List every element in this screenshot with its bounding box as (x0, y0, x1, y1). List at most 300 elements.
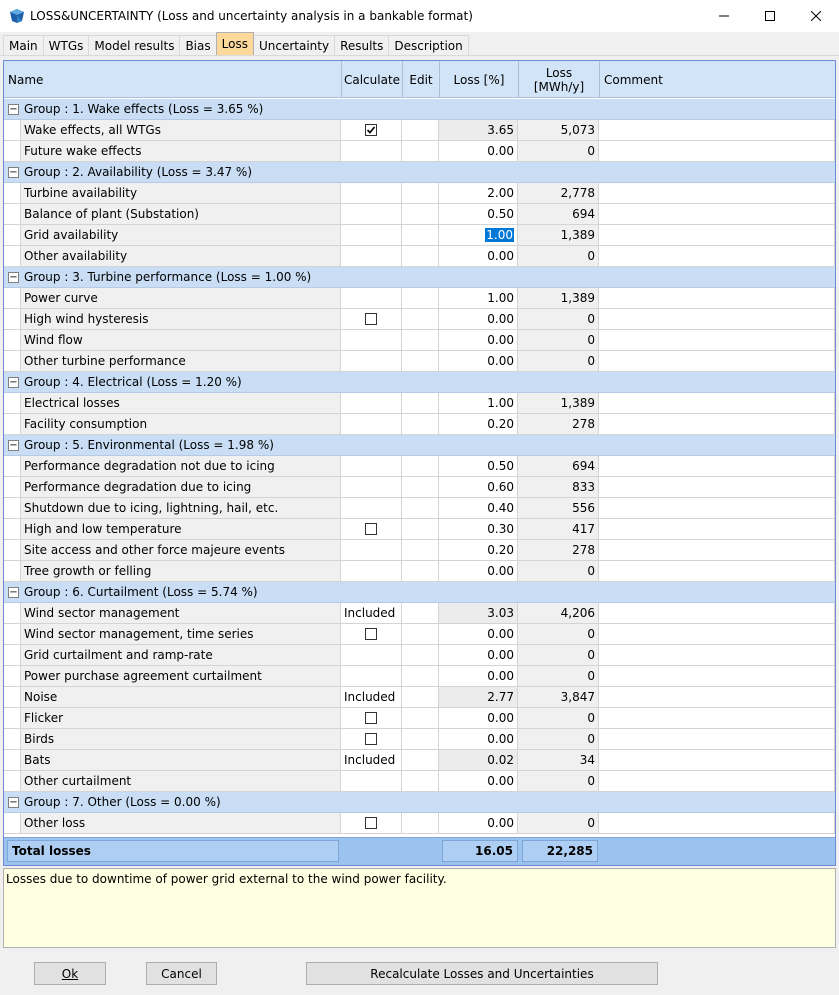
row-loss-mwh: 0 (518, 645, 599, 665)
row-loss-pct[interactable] (439, 456, 518, 476)
row-name: Wind sector management (21, 603, 341, 623)
row-loss-pct[interactable] (439, 603, 518, 623)
row-indent (4, 540, 21, 560)
row-edit[interactable] (402, 519, 439, 539)
row-loss-pct[interactable] (439, 351, 518, 371)
row-loss-mwh: 694 (518, 204, 599, 224)
table-row[interactable] (4, 645, 835, 666)
group-label: Group : 6. Curtailment (Loss = 5.74 %) (24, 585, 258, 599)
row-comment[interactable] (599, 750, 835, 770)
row-calculate[interactable] (341, 288, 402, 308)
collapse-icon[interactable]: − (9, 586, 18, 598)
row-comment[interactable] (599, 183, 835, 203)
row-loss-pct[interactable] (439, 519, 518, 539)
row-name: High and low temperature (21, 519, 341, 539)
close-button[interactable] (793, 0, 839, 32)
row-loss-pct[interactable] (439, 750, 518, 770)
table-row[interactable] (4, 393, 835, 414)
row-loss-mwh: 1,389 (518, 393, 599, 413)
checkbox-checked-icon[interactable] (365, 124, 377, 136)
row-edit[interactable] (402, 771, 439, 791)
tab-wtgs[interactable]: WTGs (43, 35, 90, 55)
table-row[interactable] (4, 309, 835, 330)
minimize-icon (719, 11, 729, 21)
row-loss-pct-value: 0.00 (487, 774, 514, 788)
row-indent (4, 687, 21, 707)
tab-uncertainty[interactable]: Uncertainty (253, 35, 335, 55)
row-edit[interactable] (402, 708, 439, 728)
row-loss-mwh: 0 (518, 708, 599, 728)
row-calculate[interactable] (341, 330, 402, 350)
row-calculate[interactable] (341, 120, 402, 140)
recalculate-button[interactable]: Recalculate Losses and Uncertainties (306, 962, 658, 985)
row-name: Tree growth or felling (21, 561, 341, 581)
row-edit[interactable] (402, 393, 439, 413)
row-indent (4, 120, 21, 140)
row-indent (4, 288, 21, 308)
row-edit[interactable] (402, 603, 439, 623)
checkbox-icon[interactable] (365, 523, 377, 535)
row-indent (4, 750, 21, 770)
row-indent (4, 624, 21, 644)
row-comment[interactable] (599, 477, 835, 497)
row-calculate[interactable] (341, 729, 402, 749)
collapse-icon[interactable]: − (9, 439, 18, 451)
row-loss-mwh: 1,389 (518, 288, 599, 308)
total-loss-mwh: 22,285 (522, 840, 598, 862)
row-loss-pct-value: 0.30 (487, 522, 514, 536)
table-row[interactable] (4, 414, 835, 435)
row-comment[interactable] (599, 141, 835, 161)
row-comment[interactable] (599, 120, 835, 140)
checkbox-icon[interactable] (365, 628, 377, 640)
row-loss-mwh: 0 (518, 813, 599, 833)
row-calculate[interactable] (341, 603, 402, 623)
table-row[interactable] (4, 729, 835, 750)
row-name: Wind sector management, time series (21, 624, 341, 644)
row-loss-mwh: 1,389 (518, 225, 599, 245)
row-loss-pct[interactable] (439, 120, 518, 140)
row-loss-pct[interactable] (439, 477, 518, 497)
group-label: Group : 1. Wake effects (Loss = 3.65 %) (24, 102, 264, 116)
table-row[interactable] (4, 750, 835, 771)
table-row[interactable] (4, 540, 835, 561)
group-label: Group : 4. Electrical (Loss = 1.20 %) (24, 375, 242, 389)
row-indent (4, 393, 21, 413)
loss-grid (3, 60, 836, 866)
maximize-button[interactable] (747, 0, 793, 32)
row-comment[interactable] (599, 624, 835, 644)
collapse-icon[interactable]: − (9, 376, 18, 388)
row-indent (4, 414, 21, 434)
row-loss-mwh: 0 (518, 351, 599, 371)
row-comment[interactable] (599, 519, 835, 539)
row-loss-pct-value: 0.00 (487, 711, 514, 725)
table-row[interactable] (4, 519, 835, 540)
row-indent (4, 813, 21, 833)
row-name: Turbine availability (21, 183, 341, 203)
total-loss-pct: 16.05 (442, 840, 518, 862)
row-indent (4, 498, 21, 518)
row-edit[interactable] (402, 309, 439, 329)
row-comment[interactable] (599, 330, 835, 350)
row-edit[interactable] (402, 351, 439, 371)
row-edit[interactable] (402, 729, 439, 749)
row-name: Other turbine performance (21, 351, 341, 371)
row-loss-mwh: 3,847 (518, 687, 599, 707)
table-row[interactable] (4, 204, 835, 225)
row-calculate[interactable] (341, 204, 402, 224)
table-row[interactable] (4, 330, 835, 351)
row-edit[interactable] (402, 666, 439, 686)
row-calculate[interactable] (341, 393, 402, 413)
group-row[interactable] (4, 435, 835, 456)
row-loss-pct[interactable] (439, 540, 518, 560)
row-loss-pct[interactable] (439, 330, 518, 350)
row-edit[interactable] (402, 477, 439, 497)
group-row[interactable] (4, 582, 835, 603)
tab-main[interactable]: Main (3, 35, 44, 55)
row-edit[interactable] (402, 624, 439, 644)
group-label: Group : 5. Environmental (Loss = 1.98 %) (24, 438, 274, 452)
row-edit[interactable] (402, 141, 439, 161)
row-loss-pct[interactable] (439, 414, 518, 434)
row-loss-pct[interactable] (439, 813, 518, 833)
row-indent (4, 645, 21, 665)
row-loss-mwh: 2,778 (518, 183, 599, 203)
row-indent (4, 351, 21, 371)
group-label: Group : 7. Other (Loss = 0.00 %) (24, 795, 221, 809)
row-loss-mwh: 0 (518, 141, 599, 161)
row-comment[interactable] (599, 540, 835, 560)
row-name: Other loss (21, 813, 341, 833)
row-loss-pct-value: 0.60 (487, 480, 514, 494)
row-edit[interactable] (402, 687, 439, 707)
table-row[interactable] (4, 561, 835, 582)
row-edit[interactable] (402, 645, 439, 665)
row-loss-pct-value: 0.00 (487, 333, 514, 347)
row-comment[interactable] (599, 288, 835, 308)
row-loss-pct-value: 0.00 (487, 354, 514, 368)
table-row[interactable] (4, 141, 835, 162)
checkbox-icon[interactable] (365, 313, 377, 325)
row-comment[interactable] (599, 246, 835, 266)
app-logo-icon (9, 8, 25, 24)
row-comment[interactable] (599, 456, 835, 476)
row-edit[interactable] (402, 561, 439, 581)
row-edit[interactable] (402, 498, 439, 518)
row-indent (4, 729, 21, 749)
row-loss-pct-value: 1.00 (487, 396, 514, 410)
row-indent (4, 519, 21, 539)
row-loss-mwh: 0 (518, 666, 599, 686)
row-indent (4, 708, 21, 728)
row-indent (4, 225, 21, 245)
row-name: Power curve (21, 288, 341, 308)
row-name: Other availability (21, 246, 341, 266)
table-row[interactable] (4, 624, 835, 645)
row-indent (4, 561, 21, 581)
table-row[interactable] (4, 351, 835, 372)
row-loss-pct-value: 3.03 (487, 606, 514, 620)
header-comment[interactable]: Comment (604, 72, 663, 87)
row-name: Noise (21, 687, 341, 707)
row-edit[interactable] (402, 813, 439, 833)
ok-button[interactable] (34, 962, 106, 985)
row-edit[interactable] (402, 330, 439, 350)
row-calculate[interactable] (341, 708, 402, 728)
row-name: Other curtailment (21, 771, 341, 791)
table-row[interactable] (4, 120, 835, 141)
row-loss-pct[interactable] (439, 708, 518, 728)
row-calculate[interactable] (341, 246, 402, 266)
group-row[interactable] (4, 267, 835, 288)
row-comment[interactable] (599, 351, 835, 371)
header-calculate[interactable]: Calculate (342, 61, 403, 98)
tab-results[interactable]: Results (334, 35, 389, 55)
row-loss-mwh: 5,073 (518, 120, 599, 140)
table-row[interactable] (4, 708, 835, 729)
row-name: Electrical losses (21, 393, 341, 413)
row-edit[interactable] (402, 456, 439, 476)
row-loss-pct[interactable] (439, 666, 518, 686)
header-loss-mwh[interactable] (519, 61, 600, 98)
table-row[interactable] (4, 246, 835, 267)
table-row[interactable] (4, 771, 835, 792)
row-name: Future wake effects (21, 141, 341, 161)
row-comment[interactable] (599, 771, 835, 791)
row-edit[interactable] (402, 288, 439, 308)
row-calculate[interactable] (341, 456, 402, 476)
row-comment[interactable] (599, 561, 835, 581)
table-row[interactable] (4, 183, 835, 204)
table-row[interactable] (4, 666, 835, 687)
row-loss-pct-value: 0.00 (487, 816, 514, 830)
header-edit[interactable]: Edit (403, 61, 440, 98)
row-edit[interactable] (402, 225, 439, 245)
row-loss-mwh: 278 (518, 540, 599, 560)
row-comment[interactable] (599, 645, 835, 665)
tab-loss[interactable]: Loss (216, 32, 254, 55)
row-calculate[interactable] (341, 624, 402, 644)
row-indent (4, 666, 21, 686)
row-calculate[interactable] (341, 561, 402, 581)
table-row[interactable] (4, 687, 835, 708)
row-name: Grid curtailment and ramp-rate (21, 645, 341, 665)
total-row (4, 837, 835, 865)
row-loss-pct[interactable] (439, 771, 518, 791)
table-row[interactable] (4, 456, 835, 477)
tab-description[interactable]: Description (388, 35, 468, 55)
row-comment[interactable] (599, 729, 835, 749)
row-loss-mwh: 0 (518, 309, 599, 329)
close-icon (811, 11, 821, 21)
row-loss-pct-value: 0.20 (487, 417, 514, 431)
row-loss-pct-value: 0.00 (487, 669, 514, 683)
total-label: Total losses (7, 840, 339, 862)
group-row[interactable] (4, 99, 835, 120)
row-name: High wind hysteresis (21, 309, 341, 329)
checkbox-icon[interactable] (365, 817, 377, 829)
row-indent (4, 246, 21, 266)
row-name: Grid availability (21, 225, 341, 245)
row-calculate-label: Included (344, 606, 396, 620)
row-loss-pct[interactable] (439, 204, 518, 224)
row-loss-mwh: 4,206 (518, 603, 599, 623)
row-indent (4, 330, 21, 350)
table-row[interactable] (4, 498, 835, 519)
row-name: Performance degradation not due to icing (21, 456, 341, 476)
cancel-button[interactable]: Cancel (146, 962, 217, 985)
row-loss-pct[interactable] (439, 645, 518, 665)
row-edit[interactable] (402, 246, 439, 266)
header-loss-pct[interactable]: Loss [%] (440, 61, 519, 98)
row-loss-pct-value: 2.77 (487, 690, 514, 704)
row-comment[interactable] (599, 603, 835, 623)
row-calculate[interactable] (341, 225, 402, 245)
row-comment[interactable] (599, 309, 835, 329)
row-calculate[interactable] (341, 141, 402, 161)
row-comment[interactable] (599, 414, 835, 434)
header-loss-mwh-line1: Loss (545, 65, 573, 80)
group-row[interactable] (4, 162, 835, 183)
row-calculate-label: Included (344, 690, 396, 704)
row-calculate[interactable] (341, 771, 402, 791)
row-calculate[interactable] (341, 645, 402, 665)
row-loss-pct-value: 0.00 (487, 732, 514, 746)
row-name: Facility consumption (21, 414, 341, 434)
row-loss-pct[interactable] (439, 246, 518, 266)
row-loss-pct-value: 0.00 (487, 249, 514, 263)
row-name: Shutdown due to icing, lightning, hail, etc. (21, 498, 341, 518)
row-indent (4, 456, 21, 476)
row-loss-pct-value: 0.20 (487, 543, 514, 557)
header-name[interactable]: Name (4, 61, 342, 98)
row-loss-pct[interactable] (439, 141, 518, 161)
group-row[interactable] (4, 372, 835, 393)
table-row[interactable] (4, 477, 835, 498)
row-comment[interactable] (599, 666, 835, 686)
row-edit[interactable] (402, 414, 439, 434)
row-calculate[interactable] (341, 414, 402, 434)
row-calculate[interactable] (341, 750, 402, 770)
row-edit[interactable] (402, 750, 439, 770)
table-row[interactable] (4, 288, 835, 309)
row-comment[interactable] (599, 225, 835, 245)
row-name: Flicker (21, 708, 341, 728)
row-indent (4, 141, 21, 161)
row-edit[interactable] (402, 183, 439, 203)
row-edit[interactable] (402, 120, 439, 140)
row-loss-pct-value: 2.00 (487, 186, 514, 200)
collapse-icon[interactable]: − (9, 271, 18, 283)
row-loss-pct-value: 0.00 (487, 312, 514, 326)
collapse-icon[interactable]: − (9, 166, 18, 178)
row-edit[interactable] (402, 540, 439, 560)
row-calculate[interactable] (341, 813, 402, 833)
row-name: Performance degradation due to icing (21, 477, 341, 497)
row-loss-pct[interactable] (439, 183, 518, 203)
row-indent (4, 771, 21, 791)
tab-bias[interactable]: Bias (179, 35, 216, 55)
row-calculate[interactable] (341, 498, 402, 518)
row-calculate[interactable] (341, 519, 402, 539)
row-calculate[interactable] (341, 666, 402, 686)
description-box: Losses due to downtime of power grid external to the wind power facility. (3, 868, 836, 948)
row-loss-mwh: 0 (518, 561, 599, 581)
row-comment[interactable] (599, 687, 835, 707)
row-loss-pct[interactable] (439, 729, 518, 749)
row-loss-pct-value: 0.50 (487, 459, 514, 473)
row-loss-pct-value: 0.02 (487, 753, 514, 767)
minimize-button[interactable] (701, 0, 747, 32)
row-loss-pct-value: 0.40 (487, 501, 514, 515)
row-comment[interactable] (599, 498, 835, 518)
row-loss-pct[interactable] (439, 225, 518, 245)
maximize-icon (765, 11, 775, 21)
row-loss-pct[interactable] (439, 288, 518, 308)
checkbox-icon[interactable] (365, 712, 377, 724)
row-loss-pct[interactable] (439, 687, 518, 707)
row-edit[interactable] (402, 204, 439, 224)
tab-strip (0, 32, 839, 56)
row-loss-pct-value: 0.00 (487, 144, 514, 158)
row-loss-mwh: 556 (518, 498, 599, 518)
row-loss-mwh: 0 (518, 246, 599, 266)
row-indent (4, 183, 21, 203)
collapse-icon[interactable]: − (9, 796, 18, 808)
row-name: Power purchase agreement curtailment (21, 666, 341, 686)
row-loss-pct-value: 0.00 (487, 648, 514, 662)
row-calculate[interactable] (341, 687, 402, 707)
collapse-icon[interactable]: − (9, 103, 18, 115)
row-comment[interactable] (599, 393, 835, 413)
row-loss-pct[interactable] (439, 498, 518, 518)
row-loss-pct[interactable] (439, 393, 518, 413)
row-calculate[interactable] (341, 540, 402, 560)
group-label: Group : 2. Availability (Loss = 3.47 %) (24, 165, 252, 179)
row-loss-pct-value: 0.00 (487, 564, 514, 578)
row-loss-mwh: 417 (518, 519, 599, 539)
row-comment[interactable] (599, 708, 835, 728)
row-calculate[interactable] (341, 477, 402, 497)
row-name: Balance of plant (Substation) (21, 204, 341, 224)
table-row[interactable] (4, 813, 835, 834)
row-loss-pct-value: 0.50 (487, 207, 514, 221)
group-row[interactable] (4, 792, 835, 813)
row-calculate[interactable] (341, 183, 402, 203)
row-loss-pct[interactable] (439, 309, 518, 329)
row-loss-mwh: 833 (518, 477, 599, 497)
tab-model-results[interactable]: Model results (88, 35, 180, 55)
row-comment[interactable] (599, 204, 835, 224)
checkbox-icon[interactable] (365, 733, 377, 745)
row-name: Wake effects, all WTGs (21, 120, 341, 140)
table-row[interactable] (4, 225, 835, 246)
row-calculate[interactable] (341, 309, 402, 329)
row-name: Birds (21, 729, 341, 749)
table-row[interactable] (4, 603, 835, 624)
row-indent (4, 309, 21, 329)
row-loss-pct-value: 1.00 (486, 228, 513, 242)
row-loss-pct[interactable] (439, 561, 518, 581)
row-loss-pct-value: 3.65 (487, 123, 514, 137)
row-loss-pct[interactable] (439, 624, 518, 644)
row-indent (4, 204, 21, 224)
row-calculate[interactable] (341, 351, 402, 371)
window-title: LOSS&UNCERTAINTY (Loss and uncertainty analysis in a bankable format) (30, 9, 473, 23)
row-comment[interactable] (599, 813, 835, 833)
